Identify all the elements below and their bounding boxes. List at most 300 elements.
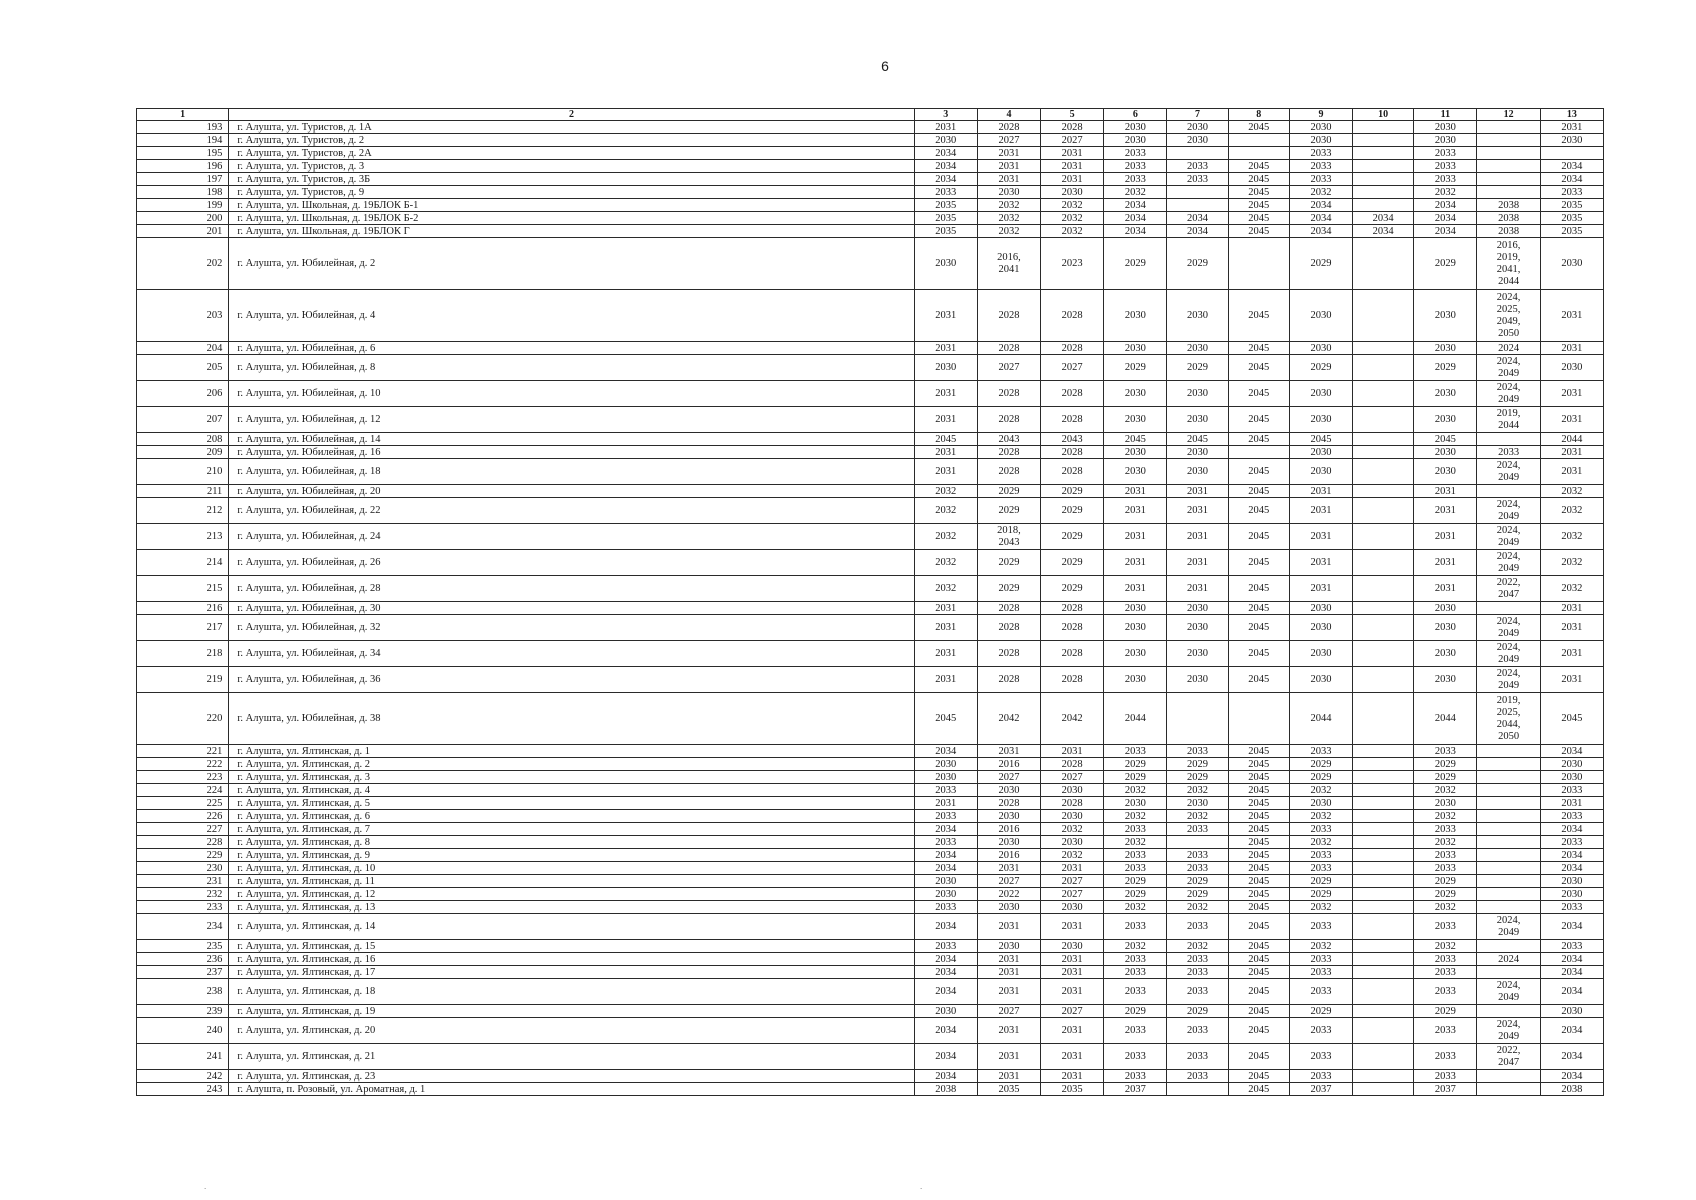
year-cell: 2033 xyxy=(1414,849,1477,862)
address-cell: г. Алушта, ул. Ялтинская, д. 10 xyxy=(229,862,914,875)
row-number-cell: 230 xyxy=(137,862,229,875)
year-cell: 2030 xyxy=(1414,797,1477,810)
row-number-cell: 220 xyxy=(137,693,229,745)
year-cell xyxy=(1353,810,1414,823)
year-cell: 2031 xyxy=(1414,550,1477,576)
year-cell: 2032 xyxy=(977,225,1040,238)
year-cell: 2045 xyxy=(1228,550,1289,576)
table-row xyxy=(137,836,1604,849)
year-cell: 2031 xyxy=(914,797,977,810)
year-cell: 2034 xyxy=(1540,173,1603,186)
year-cell: 2033 xyxy=(1289,147,1352,160)
year-cell: 2033 xyxy=(1104,1070,1167,1083)
address-cell: г. Алушта, ул. Ялтинская, д. 4 xyxy=(229,784,914,797)
year-cell: 2032 xyxy=(1540,524,1603,550)
year-cell: 2031 xyxy=(1041,953,1104,966)
row-number-cell: 224 xyxy=(137,784,229,797)
table-row xyxy=(137,134,1604,147)
year-cell: 2030 xyxy=(1167,342,1228,355)
row-number-cell: 203 xyxy=(137,290,229,342)
year-cell xyxy=(1353,160,1414,173)
page-number: 6 xyxy=(881,58,889,74)
address-cell: г. Алушта, ул. Туристов, д. 9 xyxy=(229,186,914,199)
year-cell: 2045 xyxy=(1228,342,1289,355)
row-number-cell: 199 xyxy=(137,199,229,212)
year-cell xyxy=(1477,758,1540,771)
table-row xyxy=(137,381,1604,407)
year-cell xyxy=(1353,576,1414,602)
table-row xyxy=(137,1044,1604,1070)
address-cell: г. Алушта, ул. Ялтинская, д. 2 xyxy=(229,758,914,771)
year-cell: 2030 xyxy=(1104,342,1167,355)
year-cell: 2030 xyxy=(1167,797,1228,810)
year-cell: 2030 xyxy=(914,875,977,888)
year-cell: 2030 xyxy=(1540,134,1603,147)
row-number-cell: 194 xyxy=(137,134,229,147)
year-cell: 2033 xyxy=(1104,953,1167,966)
year-cell: 2030 xyxy=(1540,771,1603,784)
year-cell: 2045 xyxy=(1228,212,1289,225)
year-cell: 2034 xyxy=(1104,225,1167,238)
year-cell: 2030 xyxy=(1289,342,1352,355)
year-cell: 2030 xyxy=(914,888,977,901)
row-number-cell: 206 xyxy=(137,381,229,407)
year-cell: 2045 xyxy=(1228,602,1289,615)
address-cell: г. Алушта, ул. Юбилейная, д. 10 xyxy=(229,381,914,407)
year-cell xyxy=(1353,771,1414,784)
year-cell: 2024, 2049 xyxy=(1477,1018,1540,1044)
year-cell: 2034 xyxy=(1414,212,1477,225)
year-cell: 2028 xyxy=(1041,615,1104,641)
column-header: 7 xyxy=(1167,109,1228,121)
year-cell: 2045 xyxy=(1228,498,1289,524)
year-cell: 2028 xyxy=(977,615,1040,641)
year-cell: 2033 xyxy=(1104,745,1167,758)
year-cell: 2018, 2043 xyxy=(977,524,1040,550)
year-cell: 2030 xyxy=(1167,667,1228,693)
row-number-cell: 228 xyxy=(137,836,229,849)
year-cell: 2034 xyxy=(1540,953,1603,966)
year-cell: 2034 xyxy=(1414,225,1477,238)
year-cell: 2033 xyxy=(1414,862,1477,875)
year-cell: 2033 xyxy=(1104,173,1167,186)
year-cell xyxy=(1353,862,1414,875)
year-cell: 2033 xyxy=(1289,745,1352,758)
year-cell: 2038 xyxy=(1540,1083,1603,1096)
year-cell: 2033 xyxy=(1414,914,1477,940)
table-row xyxy=(137,199,1604,212)
year-cell xyxy=(1353,550,1414,576)
year-cell: 2031 xyxy=(1540,381,1603,407)
year-cell: 2031 xyxy=(1167,524,1228,550)
year-cell xyxy=(1353,355,1414,381)
year-cell: 2030 xyxy=(1104,602,1167,615)
year-cell: 2035 xyxy=(914,199,977,212)
year-cell: 2033 xyxy=(1540,901,1603,914)
year-cell: 2034 xyxy=(1289,225,1352,238)
year-cell: 2030 xyxy=(1289,407,1352,433)
year-cell: 2031 xyxy=(914,342,977,355)
year-cell: 2031 xyxy=(1540,641,1603,667)
year-cell: 2027 xyxy=(1041,355,1104,381)
table-row xyxy=(137,225,1604,238)
year-cell: 2032 xyxy=(1104,836,1167,849)
column-header: 9 xyxy=(1289,109,1352,121)
year-cell xyxy=(1477,602,1540,615)
year-cell: 2031 xyxy=(914,446,977,459)
address-cell: г. Алушта, ул. Ялтинская, д. 3 xyxy=(229,771,914,784)
column-header: 3 xyxy=(914,109,977,121)
year-cell xyxy=(1353,797,1414,810)
year-cell: 2024, 2049 xyxy=(1477,550,1540,576)
year-cell: 2034 xyxy=(914,1044,977,1070)
year-cell: 2028 xyxy=(1041,758,1104,771)
year-cell: 2030 xyxy=(1540,875,1603,888)
year-cell xyxy=(1477,901,1540,914)
year-cell: 2029 xyxy=(1414,875,1477,888)
year-cell: 2024, 2049 xyxy=(1477,459,1540,485)
year-cell: 2030 xyxy=(914,1005,977,1018)
year-cell: 2045 xyxy=(1228,823,1289,836)
table-row xyxy=(137,550,1604,576)
year-cell: 2045 xyxy=(1228,914,1289,940)
column-header: 2 xyxy=(229,109,914,121)
year-cell: 2045 xyxy=(1228,940,1289,953)
address-cell: г. Алушта, ул. Ялтинская, д. 17 xyxy=(229,966,914,979)
year-cell: 2030 xyxy=(1289,797,1352,810)
year-cell: 2045 xyxy=(1228,433,1289,446)
year-cell xyxy=(1167,199,1228,212)
table-row xyxy=(137,446,1604,459)
year-cell: 2030 xyxy=(1167,641,1228,667)
year-cell xyxy=(1353,693,1414,745)
year-cell: 2031 xyxy=(977,966,1040,979)
year-cell: 2030 xyxy=(914,238,977,290)
table-row xyxy=(137,758,1604,771)
row-number-cell: 231 xyxy=(137,875,229,888)
year-cell: 2028 xyxy=(1041,342,1104,355)
year-cell: 2031 xyxy=(977,745,1040,758)
year-cell: 2030 xyxy=(1540,355,1603,381)
year-cell: 2032 xyxy=(1041,823,1104,836)
address-cell: г. Алушта, ул. Туристов, д. 3Б xyxy=(229,173,914,186)
year-cell: 2032 xyxy=(1289,186,1352,199)
year-cell: 2033 xyxy=(1167,1044,1228,1070)
year-cell: 2044 xyxy=(1104,693,1167,745)
year-cell: 2034 xyxy=(1289,199,1352,212)
year-cell: 2031 xyxy=(1104,485,1167,498)
table-row xyxy=(137,1005,1604,1018)
year-cell: 2028 xyxy=(977,667,1040,693)
year-cell: 2045 xyxy=(1228,888,1289,901)
year-cell: 2033 xyxy=(1289,823,1352,836)
year-cell: 2035 xyxy=(914,212,977,225)
year-cell: 2030 xyxy=(1289,641,1352,667)
year-cell: 2028 xyxy=(1041,407,1104,433)
header-row xyxy=(137,109,1604,121)
year-cell: 2032 xyxy=(1289,940,1352,953)
year-cell: 2029 xyxy=(1041,576,1104,602)
year-cell: 2024, 2049 xyxy=(1477,641,1540,667)
row-number-cell: 214 xyxy=(137,550,229,576)
year-cell: 2033 xyxy=(1104,849,1167,862)
year-cell: 2016, 2019, 2041, 2044 xyxy=(1477,238,1540,290)
year-cell: 2045 xyxy=(1228,979,1289,1005)
address-cell: г. Алушта, ул. Юбилейная, д. 20 xyxy=(229,485,914,498)
year-cell: 2031 xyxy=(914,121,977,134)
year-cell: 2016, 2041 xyxy=(977,238,1040,290)
year-cell: 2031 xyxy=(1041,914,1104,940)
year-cell xyxy=(1353,381,1414,407)
year-cell: 2034 xyxy=(1540,979,1603,1005)
year-cell xyxy=(1477,966,1540,979)
year-cell: 2045 xyxy=(1228,199,1289,212)
year-cell xyxy=(1477,836,1540,849)
year-cell xyxy=(1353,173,1414,186)
table-row xyxy=(137,485,1604,498)
year-cell: 2031 xyxy=(977,862,1040,875)
year-cell: 2045 xyxy=(1414,433,1477,446)
year-cell: 2033 xyxy=(1414,745,1477,758)
year-cell xyxy=(1167,836,1228,849)
year-cell: 2033 xyxy=(1414,173,1477,186)
year-cell: 2033 xyxy=(1104,966,1167,979)
year-cell: 2031 xyxy=(1540,407,1603,433)
year-cell: 2029 xyxy=(1167,888,1228,901)
year-cell: 2028 xyxy=(1041,667,1104,693)
year-cell: 2033 xyxy=(1414,823,1477,836)
table-row xyxy=(137,667,1604,693)
year-cell: 2033 xyxy=(1289,1018,1352,1044)
year-cell: 2032 xyxy=(1167,810,1228,823)
year-cell: 2030 xyxy=(977,784,1040,797)
table-row xyxy=(137,953,1604,966)
year-cell: 2033 xyxy=(1289,1070,1352,1083)
year-cell: 2028 xyxy=(977,641,1040,667)
year-cell: 2034 xyxy=(914,1070,977,1083)
year-cell xyxy=(1353,121,1414,134)
address-cell: г. Алушта, ул. Ялтинская, д. 12 xyxy=(229,888,914,901)
year-cell: 2034 xyxy=(1540,1070,1603,1083)
row-number-cell: 223 xyxy=(137,771,229,784)
year-cell: 2032 xyxy=(1104,940,1167,953)
year-cell: 2027 xyxy=(977,355,1040,381)
year-cell: 2030 xyxy=(1289,290,1352,342)
row-number-cell: 236 xyxy=(137,953,229,966)
row-number-cell: 233 xyxy=(137,901,229,914)
year-cell xyxy=(1167,147,1228,160)
year-cell: 2030 xyxy=(1289,615,1352,641)
year-cell: 2034 xyxy=(1414,199,1477,212)
year-cell: 2045 xyxy=(1228,1005,1289,1018)
table-row xyxy=(137,901,1604,914)
year-cell xyxy=(1167,1083,1228,1096)
year-cell: 2024, 2049 xyxy=(1477,979,1540,1005)
year-cell: 2032 xyxy=(1414,836,1477,849)
column-header: 10 xyxy=(1353,109,1414,121)
year-cell: 2031 xyxy=(914,667,977,693)
year-cell: 2030 xyxy=(1414,381,1477,407)
year-cell xyxy=(1353,953,1414,966)
year-cell xyxy=(1353,914,1414,940)
table-row xyxy=(137,693,1604,745)
year-cell xyxy=(1353,238,1414,290)
year-cell: 2030 xyxy=(1414,459,1477,485)
year-cell xyxy=(1353,147,1414,160)
year-cell: 2034 xyxy=(914,953,977,966)
year-cell: 2030 xyxy=(1167,290,1228,342)
schedule-table xyxy=(136,108,1604,1096)
row-number-cell: 219 xyxy=(137,667,229,693)
year-cell xyxy=(1477,433,1540,446)
year-cell: 2029 xyxy=(1104,355,1167,381)
table-row xyxy=(137,823,1604,836)
year-cell: 2033 xyxy=(1104,1044,1167,1070)
year-cell: 2030 xyxy=(1104,121,1167,134)
year-cell: 2031 xyxy=(1104,576,1167,602)
row-number-cell: 201 xyxy=(137,225,229,238)
year-cell: 2030 xyxy=(1414,121,1477,134)
year-cell: 2030 xyxy=(1414,602,1477,615)
year-cell: 2033 xyxy=(1289,173,1352,186)
table-row xyxy=(137,342,1604,355)
row-number-cell: 221 xyxy=(137,745,229,758)
address-cell: г. Алушта, ул. Юбилейная, д. 18 xyxy=(229,459,914,485)
year-cell: 2034 xyxy=(914,823,977,836)
address-cell: г. Алушта, ул. Юбилейная, д. 8 xyxy=(229,355,914,381)
year-cell: 2028 xyxy=(977,446,1040,459)
year-cell: 2030 xyxy=(977,940,1040,953)
year-cell xyxy=(1477,784,1540,797)
year-cell: 2037 xyxy=(1289,1083,1352,1096)
year-cell: 2031 xyxy=(1540,290,1603,342)
year-cell xyxy=(1353,433,1414,446)
year-cell: 2029 xyxy=(1289,875,1352,888)
year-cell: 2031 xyxy=(914,641,977,667)
year-cell: 2030 xyxy=(1289,602,1352,615)
year-cell: 2034 xyxy=(914,862,977,875)
address-cell: г. Алушта, ул. Ялтинская, д. 16 xyxy=(229,953,914,966)
year-cell: 2043 xyxy=(1041,433,1104,446)
table-row xyxy=(137,784,1604,797)
year-cell: 2032 xyxy=(1289,836,1352,849)
address-cell: г. Алушта, ул. Юбилейная, д. 22 xyxy=(229,498,914,524)
year-cell: 2028 xyxy=(977,407,1040,433)
year-cell: 2033 xyxy=(1104,823,1167,836)
year-cell: 2031 xyxy=(1041,745,1104,758)
year-cell: 2030 xyxy=(914,134,977,147)
table-row xyxy=(137,862,1604,875)
year-cell: 2029 xyxy=(1289,355,1352,381)
year-cell: 2045 xyxy=(1228,1018,1289,1044)
address-cell: г. Алушта, ул. Юбилейная, д. 24 xyxy=(229,524,914,550)
year-cell: 2033 xyxy=(1414,966,1477,979)
year-cell: 2045 xyxy=(1228,459,1289,485)
row-number-cell: 238 xyxy=(137,979,229,1005)
year-cell: 2024, 2049 xyxy=(1477,524,1540,550)
table-row xyxy=(137,290,1604,342)
year-cell: 2033 xyxy=(914,836,977,849)
year-cell: 2031 xyxy=(977,160,1040,173)
year-cell: 2044 xyxy=(1540,433,1603,446)
row-number-cell: 217 xyxy=(137,615,229,641)
row-number-cell: 204 xyxy=(137,342,229,355)
year-cell: 2027 xyxy=(1041,888,1104,901)
year-cell: 2038 xyxy=(1477,212,1540,225)
year-cell: 2030 xyxy=(1414,615,1477,641)
table-row xyxy=(137,173,1604,186)
year-cell: 2029 xyxy=(1167,238,1228,290)
year-cell: 2033 xyxy=(1167,160,1228,173)
year-cell: 2030 xyxy=(1540,758,1603,771)
year-cell: 2032 xyxy=(1167,901,1228,914)
year-cell: 2029 xyxy=(1414,1005,1477,1018)
year-cell xyxy=(1353,745,1414,758)
year-cell: 2028 xyxy=(1041,446,1104,459)
year-cell: 2033 xyxy=(914,901,977,914)
column-header: 4 xyxy=(977,109,1040,121)
year-cell: 2029 xyxy=(1289,771,1352,784)
row-number-cell: 195 xyxy=(137,147,229,160)
year-cell xyxy=(1353,407,1414,433)
year-cell: 2030 xyxy=(1041,836,1104,849)
year-cell: 2033 xyxy=(1104,914,1167,940)
year-cell: 2024, 2049 xyxy=(1477,355,1540,381)
row-number-cell: 237 xyxy=(137,966,229,979)
year-cell: 2045 xyxy=(1289,433,1352,446)
year-cell: 2030 xyxy=(1041,186,1104,199)
address-cell: г. Алушта, ул. Юбилейная, д. 26 xyxy=(229,550,914,576)
row-number-cell: 216 xyxy=(137,602,229,615)
row-number-cell: 234 xyxy=(137,914,229,940)
scan-speck: . xyxy=(204,1182,207,1191)
column-header: 8 xyxy=(1228,109,1289,121)
year-cell: 2045 xyxy=(1228,862,1289,875)
year-cell: 2033 xyxy=(1414,953,1477,966)
table-row xyxy=(137,147,1604,160)
year-cell: 2034 xyxy=(1540,160,1603,173)
year-cell: 2029 xyxy=(1041,485,1104,498)
year-cell xyxy=(1228,147,1289,160)
year-cell: 2034 xyxy=(1104,212,1167,225)
year-cell: 2030 xyxy=(1289,134,1352,147)
year-cell: 2031 xyxy=(1041,147,1104,160)
year-cell: 2032 xyxy=(1414,810,1477,823)
year-cell: 2033 xyxy=(1540,836,1603,849)
address-cell: г. Алушта, ул. Ялтинская, д. 18 xyxy=(229,979,914,1005)
year-cell: 2033 xyxy=(914,810,977,823)
year-cell: 2033 xyxy=(1414,147,1477,160)
year-cell: 2033 xyxy=(1104,979,1167,1005)
row-number-cell: 198 xyxy=(137,186,229,199)
table-row xyxy=(137,615,1604,641)
year-cell: 2024, 2049 xyxy=(1477,498,1540,524)
year-cell: 2027 xyxy=(977,134,1040,147)
year-cell: 2045 xyxy=(1228,121,1289,134)
year-cell: 2030 xyxy=(1289,446,1352,459)
year-cell: 2019, 2025, 2044, 2050 xyxy=(1477,693,1540,745)
year-cell: 2030 xyxy=(1041,940,1104,953)
year-cell xyxy=(1228,238,1289,290)
year-cell xyxy=(1353,1070,1414,1083)
year-cell: 2029 xyxy=(1414,758,1477,771)
table-row xyxy=(137,745,1604,758)
year-cell: 2028 xyxy=(1041,797,1104,810)
year-cell: 2034 xyxy=(1104,199,1167,212)
year-cell: 2029 xyxy=(1289,238,1352,290)
year-cell: 2031 xyxy=(1167,576,1228,602)
year-cell xyxy=(1477,745,1540,758)
